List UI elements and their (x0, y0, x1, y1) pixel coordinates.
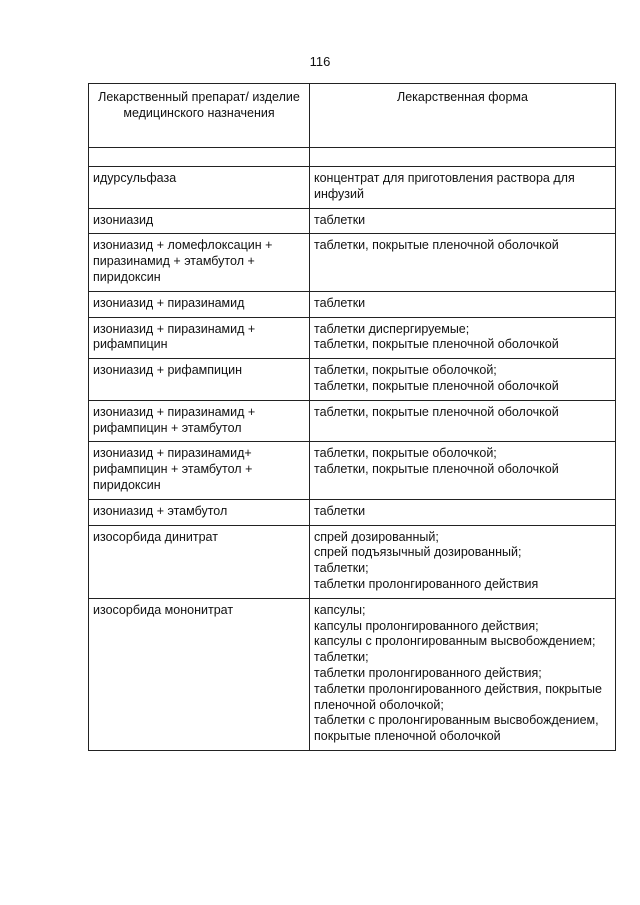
dosage-form-line: концентрат для приготовления раствора для инфузий (314, 171, 575, 201)
drug-name-cell: изониазид + этамбутол (89, 499, 310, 525)
table-row (89, 208, 616, 234)
dosage-form-line: таблетки (314, 503, 366, 518)
dosage-form-cell (310, 208, 616, 234)
table-row (89, 291, 616, 317)
page-number: 116 (309, 54, 331, 69)
table-row (89, 400, 616, 442)
table-body (89, 148, 616, 751)
drug-name-cell: изониазид + пиразинамид (89, 291, 310, 317)
table-row (89, 317, 616, 359)
drug-name-cell: изониазид (89, 208, 310, 234)
dosage-form-line: таблетки, покрытые пленочной оболочкой (314, 404, 559, 419)
table-header-row (89, 84, 616, 148)
dosage-form-line: таблетки; (314, 650, 369, 665)
dosage-form-line: капсулы с пролонгированным высвобождением; (314, 634, 596, 649)
drug-name-cell: изониазид + ломефлоксацин + пиразинамид + этамбутол + пиридоксин (89, 234, 310, 291)
dosage-form-line: таблетки пролонгированного действия, покрытые пленочной оболочкой; (314, 681, 602, 712)
dosage-form-cell (310, 525, 616, 598)
dosage-form-line: таблетки пролонгированного действия (314, 576, 539, 591)
drug-name-cell (89, 148, 310, 167)
table-row (89, 525, 616, 598)
drug-table (88, 83, 616, 751)
dosage-form-cell (310, 167, 616, 209)
dosage-form-line: таблетки пролонгированного действия; (314, 665, 542, 680)
dosage-form-line: таблетки, покрытые пленочной оболочкой (314, 337, 559, 352)
dosage-form-line: спрей подъязычный дозированный; (314, 545, 522, 560)
dosage-form-cell (310, 598, 616, 750)
dosage-form-line: таблетки; (314, 561, 369, 576)
table-row (89, 598, 616, 750)
drug-name-cell: изониазид + пиразинамид + рифампицин (89, 317, 310, 359)
dosage-form-line: спрей дозированный; (314, 529, 439, 544)
dosage-form-line: таблетки, покрытые пленочной оболочкой (314, 378, 559, 393)
dosage-form-line: таблетки (314, 295, 366, 310)
dosage-form-line: таблетки, покрытые пленочной оболочкой (314, 462, 559, 477)
dosage-form-line: таблетки, покрытые пленочной оболочкой (314, 238, 559, 253)
table-row (89, 359, 616, 401)
dosage-form-cell (310, 499, 616, 525)
drug-name-cell: изосорбида мононитрат (89, 598, 310, 750)
drug-name-cell: изониазид + рифампицин (89, 359, 310, 401)
table-row (89, 442, 616, 499)
header-form: Лекарственная форма (310, 84, 616, 148)
drug-name-cell: изосорбида динитрат (89, 525, 310, 598)
drug-name-cell: изониазид + пиразинамид+ рифампицин + этамбутол + пиридоксин (89, 442, 310, 499)
dosage-form-cell (310, 291, 616, 317)
table-row (89, 499, 616, 525)
dosage-form-line: капсулы пролонгированного действия; (314, 618, 539, 633)
dosage-form-line: таблетки с пролонгированным высвобождением, покрытые пленочной оболочкой (314, 713, 599, 744)
drug-name-cell: изониазид + пиразинамид + рифампицин + этамбутол (89, 400, 310, 442)
dosage-form-cell (310, 400, 616, 442)
dosage-form-line: таблетки (314, 212, 366, 227)
dosage-form-line: таблетки, покрытые оболочкой; (314, 446, 497, 461)
header-drug: Лекарственный препарат/ изделие медицинского назначения (89, 84, 310, 148)
table-row (89, 148, 616, 167)
dosage-form-cell (310, 359, 616, 401)
table-row (89, 167, 616, 209)
drug-name-cell: идурсульфаза (89, 167, 310, 209)
dosage-form-line: капсулы; (314, 602, 366, 617)
dosage-form-cell (310, 442, 616, 499)
table-row (89, 234, 616, 291)
dosage-form-cell (310, 148, 616, 167)
dosage-form-line: таблетки диспергируемые; (314, 321, 470, 336)
dosage-form-cell (310, 317, 616, 359)
dosage-form-cell (310, 234, 616, 291)
dosage-form-line: таблетки, покрытые оболочкой; (314, 363, 497, 378)
